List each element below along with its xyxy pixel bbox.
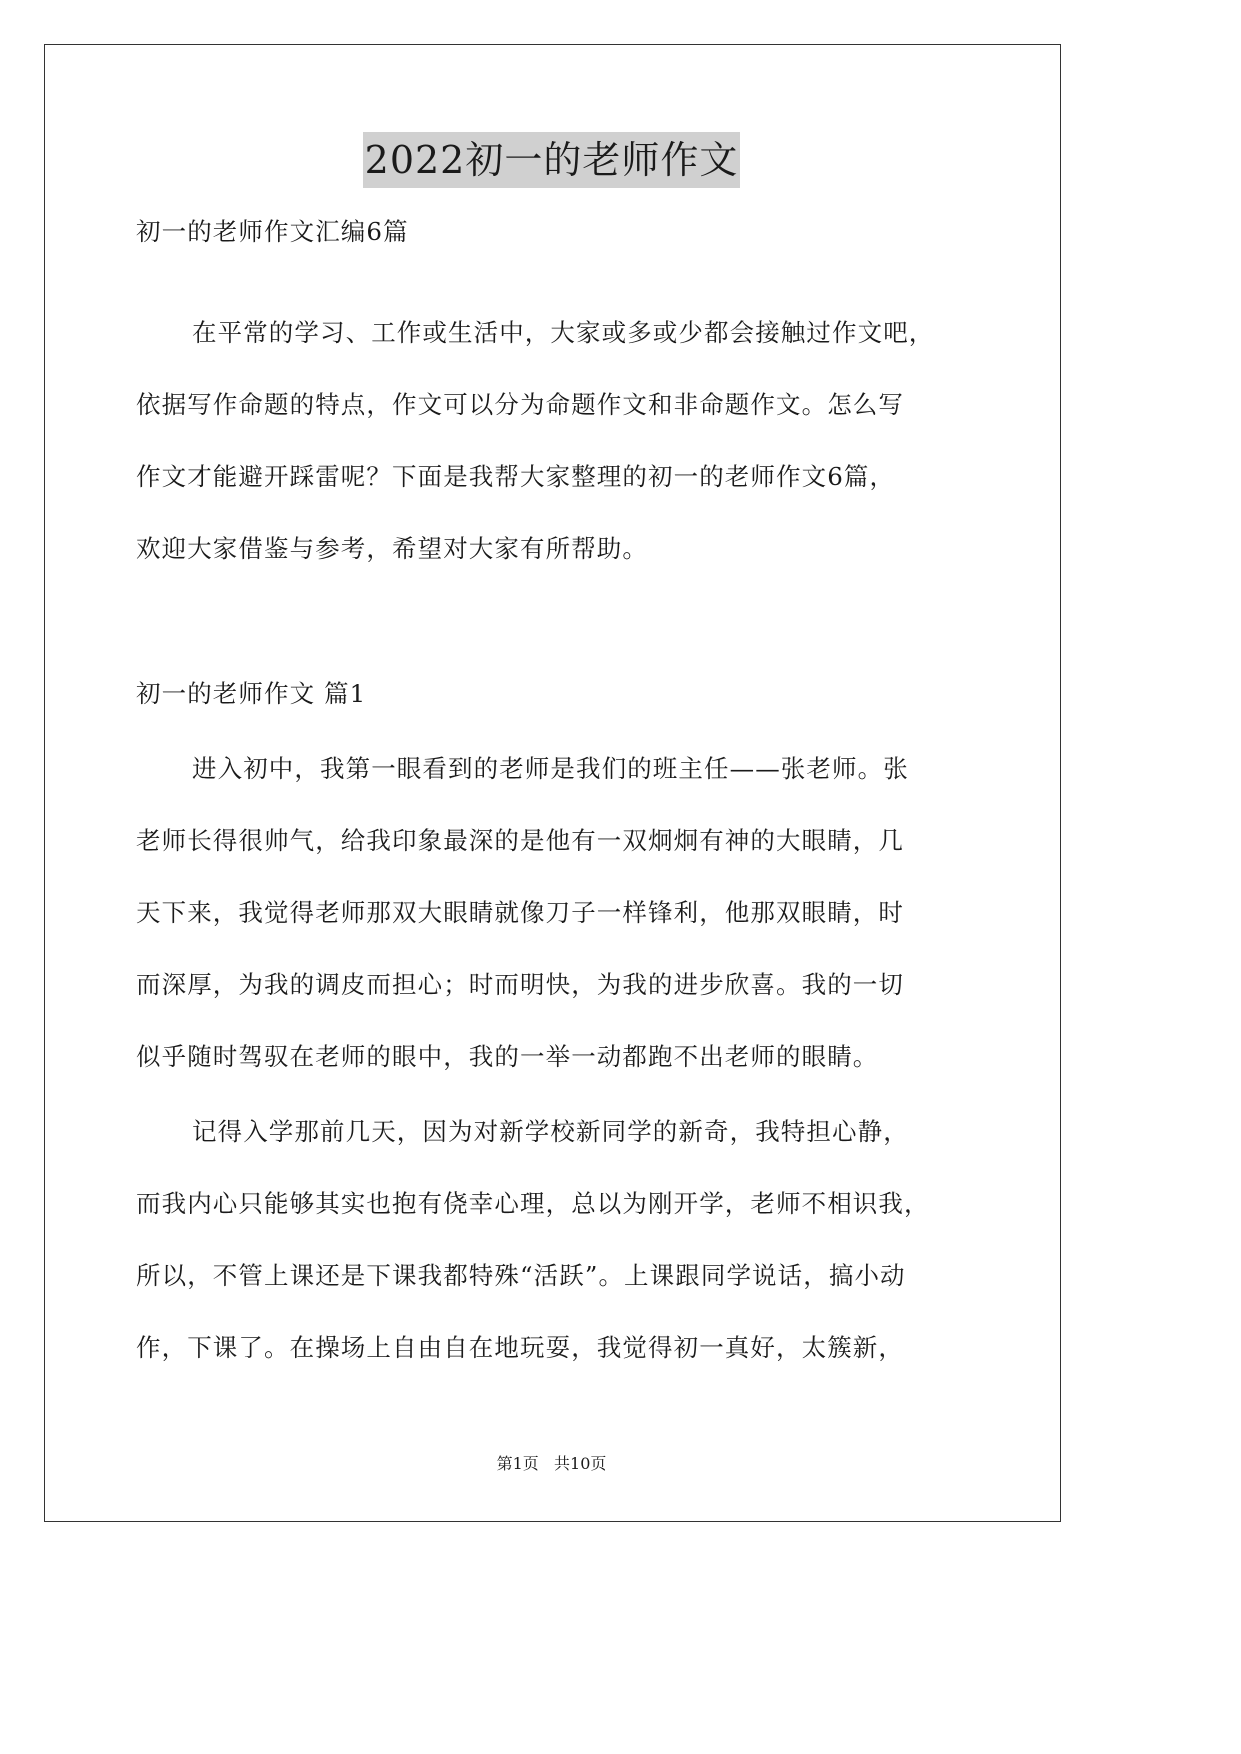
paragraph-line: 似乎随时驾驭在老师的眼中，我的一举一动都跑不出老师的眼睛。: [136, 1042, 879, 1071]
paragraph-line: 记得入学那前几天，因为对新学校新同学的新奇，我特担心静，: [192, 1117, 909, 1146]
document-title: [0, 132, 1103, 188]
paragraph-line: 作，下课了。在操场上自由自在地玩耍，我觉得初一真好，太簇新，: [136, 1333, 904, 1362]
intro-line: 依据写作命题的特点，作文可以分为命题作文和非命题作文。怎么写: [136, 390, 904, 419]
paragraph-line: 进入初中，我第一眼看到的老师是我们的班主任——张老师。张: [192, 754, 909, 783]
intro-line: 在平常的学习、工作或生活中，大家或多或少都会接触过作文吧，: [192, 318, 935, 347]
page-footer: [0, 1452, 1103, 1476]
paragraph-line: 天下来，我觉得老师那双大眼睛就像刀子一样锋利，他那双眼睛，时: [136, 898, 904, 927]
paragraph-line: 所以，不管上课还是下课我都特殊“活跃”。上课跟同学说话，搞小动: [136, 1261, 906, 1290]
page-number: 第1页: [496, 1454, 539, 1473]
document-title-text: 2022初一的老师作文: [363, 132, 741, 188]
intro-heading: 初一的老师作文汇编6篇: [136, 217, 409, 246]
paragraph-line: 而深厚，为我的调皮而担心；时而明快，为我的进步欣喜。我的一切: [136, 970, 904, 999]
paragraph-line: 老师长得很帅气，给我印象最深的是他有一双炯炯有神的大眼睛，几: [136, 826, 904, 855]
paragraph-line: 而我内心只能够其实也抱有侥幸心理，总以为刚开学，老师不相识我，: [136, 1189, 930, 1218]
page-total: 共10页: [554, 1454, 607, 1473]
intro-line: 作文才能避开踩雷呢？下面是我帮大家整理的初一的老师作文6篇，: [136, 462, 896, 491]
section-heading: 初一的老师作文 篇1: [136, 679, 367, 708]
intro-line: 欢迎大家借鉴与参考，希望对大家有所帮助。: [136, 534, 648, 563]
